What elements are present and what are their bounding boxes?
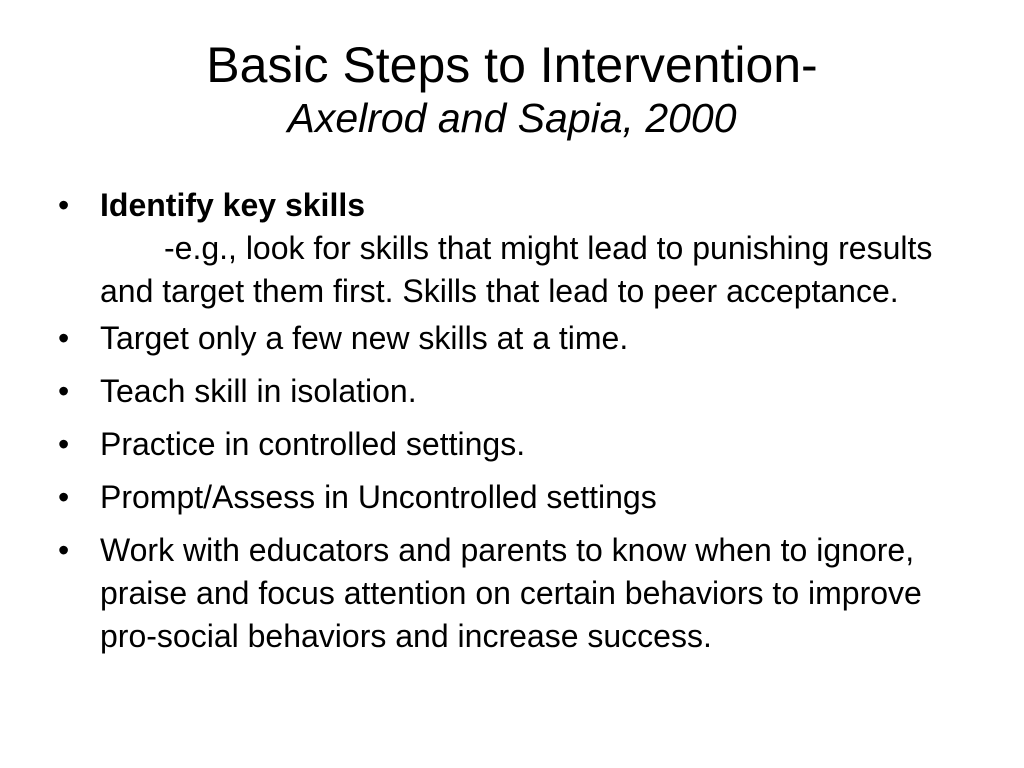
bullet-text: Work with educators and parents to know when to ignore, praise and focus attention on certain behaviors to improve pro-social behaviors and increase success. xyxy=(100,532,922,654)
bullet-text: Target only a few new skills at a time. xyxy=(100,320,629,356)
bullet-icon: • xyxy=(58,373,70,409)
bullet-text: Teach skill in isolation. xyxy=(100,373,417,409)
bullet-icon: • xyxy=(58,320,70,356)
bullet-list xyxy=(58,184,978,668)
bullet-icon: • xyxy=(58,426,70,462)
bullet-item xyxy=(58,184,978,313)
bullet-item xyxy=(58,529,978,658)
bullet-item xyxy=(58,317,978,360)
bullet-icon: • xyxy=(58,532,70,568)
bullet-icon: • xyxy=(58,187,70,223)
slide-title: Basic Steps to Intervention- xyxy=(206,37,818,93)
title-block xyxy=(0,36,1024,142)
bullet-text: Practice in controlled settings. xyxy=(100,426,526,462)
bullet-detail: -e.g., look for skills that might lead to punishing results and target them first. Skills that lead to peer acceptance. xyxy=(100,230,933,309)
bullet-icon: • xyxy=(58,479,70,515)
bullet-item xyxy=(58,370,978,413)
bullet-text: Prompt/Assess in Uncontrolled settings xyxy=(100,479,657,515)
bullet-item xyxy=(58,423,978,466)
bullet-text: Identify key skills xyxy=(100,187,366,223)
slide-subtitle: Axelrod and Sapia, 2000 xyxy=(287,95,737,141)
bullet-item xyxy=(58,476,978,519)
